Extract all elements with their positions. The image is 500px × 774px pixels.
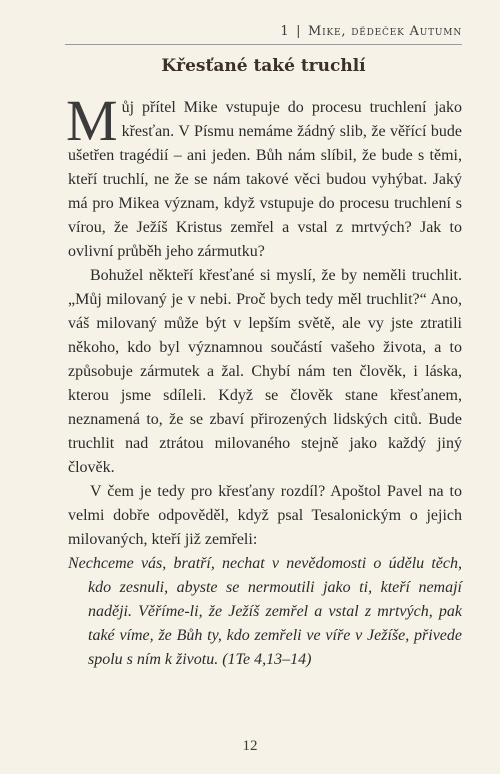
drop-cap: M — [66, 88, 118, 153]
header-chapter-title: Mike, dědeček Autumn — [308, 24, 462, 39]
body-text — [66, 88, 462, 672]
header-rule — [65, 44, 462, 45]
paragraph-3: V čem je tedy pro křesťany rozdíl? Apoštol Pavel na to velmi dobře odpověděl, když psal Tesalonickým o jejich milovaných, kteří již zemřeli: — [68, 483, 462, 548]
paragraph-2: Bohužel někteří křesťané si myslí, že by neměli truchlit. „Můj milovaný je v nebi. Proč bych tedy měl truchlit?“ Ano, váš milovaný může být v lepším světě, ale vy jste ztratili někoho, kdo byl významnou součástí vašeho života, a to způsobuje zármutek a žal. Chybí nám ten člověk, i láska, kterou jsme sdíleli. Když se člověk stane křesťanem, neznamená to, že se zbaví přirozených lidských citů. Bude truchlit nad ztrátou milovaného stejně jako každý jiný člověk. — [68, 267, 462, 476]
header-page-number: 1 — [280, 24, 290, 39]
page-number: 12 — [242, 738, 258, 754]
paragraph-1 — [66, 88, 462, 264]
running-header — [280, 24, 462, 39]
bible-quote — [68, 552, 462, 672]
header-separator: | — [296, 24, 302, 39]
section-heading: Křesťané také truchlí — [161, 56, 366, 76]
paragraph-1-text: ůj přítel Mike vstupuje do procesu truchlení jako křesťan. V Písmu nemáme žádný slib, že věřící bude ušetřen tragédií – ani jeden. Bůh nám slíbil, že bude s těmi, kteří truchlí, ne že se nám takové věci budou vyhýbat. Jaký má pro Mikea význam, když vstupuje do procesu truchlení s vírou, že Ježíš Kristus zemřel a vstal z mrtvých? Jak to ovlivní průběh jeho zármutku? — [68, 99, 462, 260]
bible-quote-text: Nechceme vás, bratří, nechat v nevědomosti o údělu těch, kdo zesnuli, abyste se nermoutili jako ti, kteří nemají naději. Věříme-li, že Ježíš zemřel a vstal z mrtvých, pak také víme, že Bůh ty, kdo zemřeli ve víře v Ježíše, přivede spolu s ním k životu. (1Te 4,13–14) — [68, 555, 462, 668]
